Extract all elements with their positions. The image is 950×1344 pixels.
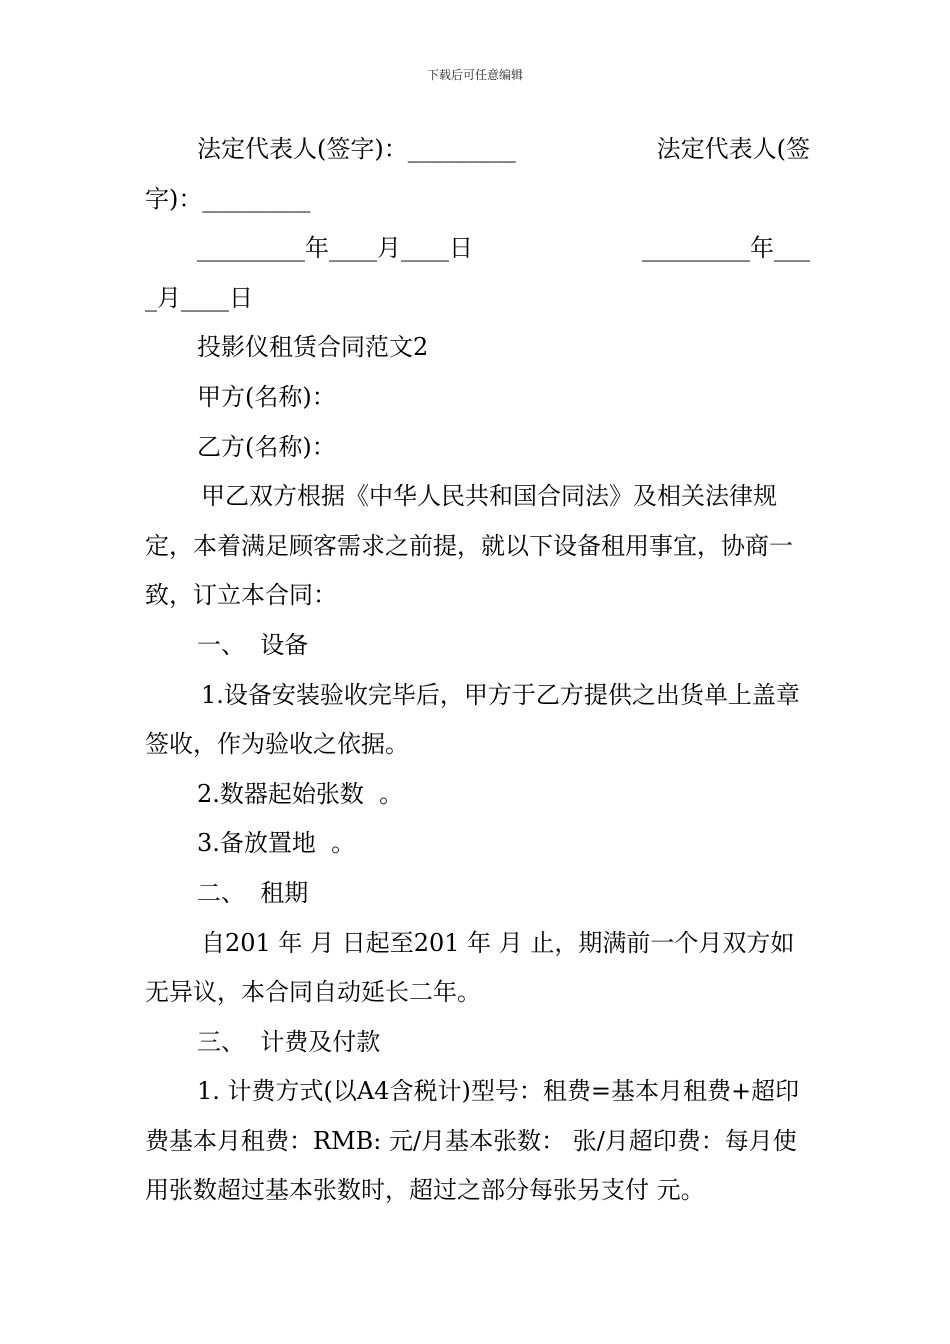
section-heading-term: 二、 租期 (197, 878, 309, 907)
intro-paragraph: 甲乙双方根据《中华人民共和国合同法》及相关法律规定，本着满足顾客需求之前提，就以下设备租用事宜，协商一致，订立本合同： (145, 482, 793, 610)
term-paragraph: 自201 年 月 日起至201 年 月 止，期满前一个月双方如无异议，本合同自动延长二年。 (145, 928, 795, 1007)
signature-party-b-end: 字)：_________ (145, 184, 311, 213)
clause-3-1: 1. 计费方式(以A4含税计)型号：租费=基本月租费+超印费基本月租费：RMB: 元/月基本张数： 张/月超印费：每月使用张数超过基本张数时，超过之部分每张另支付 元。 (145, 1077, 800, 1205)
date-row (145, 224, 810, 274)
document-body (145, 125, 810, 1216)
signature-party-b-start: 法定代表人(签 (656, 135, 810, 163)
signature-row (145, 125, 810, 175)
party-a-line: 甲方(名称)： (197, 382, 336, 411)
section-heading-billing: 三、 计费及付款 (197, 1027, 381, 1056)
date-party-b-end: _月____日 (145, 283, 253, 312)
party-b-line: 乙方(名称)： (197, 432, 336, 461)
page-header-note: 下载后可任意编辑 (426, 68, 523, 82)
signature-party-a: 法定代表人(签字)：_________ (197, 135, 516, 163)
clause-1-1: 1.设备安装验收完毕后，甲方于乙方提供之出货单上盖章签收，作为验收之依据。 (145, 680, 800, 759)
contract-title: 投影仪租赁合同范文2 (197, 333, 429, 362)
date-party-b-start: _________年___ (642, 234, 810, 263)
date-party-a: _________年____月____日 (197, 234, 473, 263)
clause-1-3: 3.备放置地 。 (197, 829, 356, 858)
section-heading-equipment: 一、 设备 (197, 630, 309, 659)
clause-1-2: 2.数器起始张数 。 (197, 779, 404, 808)
